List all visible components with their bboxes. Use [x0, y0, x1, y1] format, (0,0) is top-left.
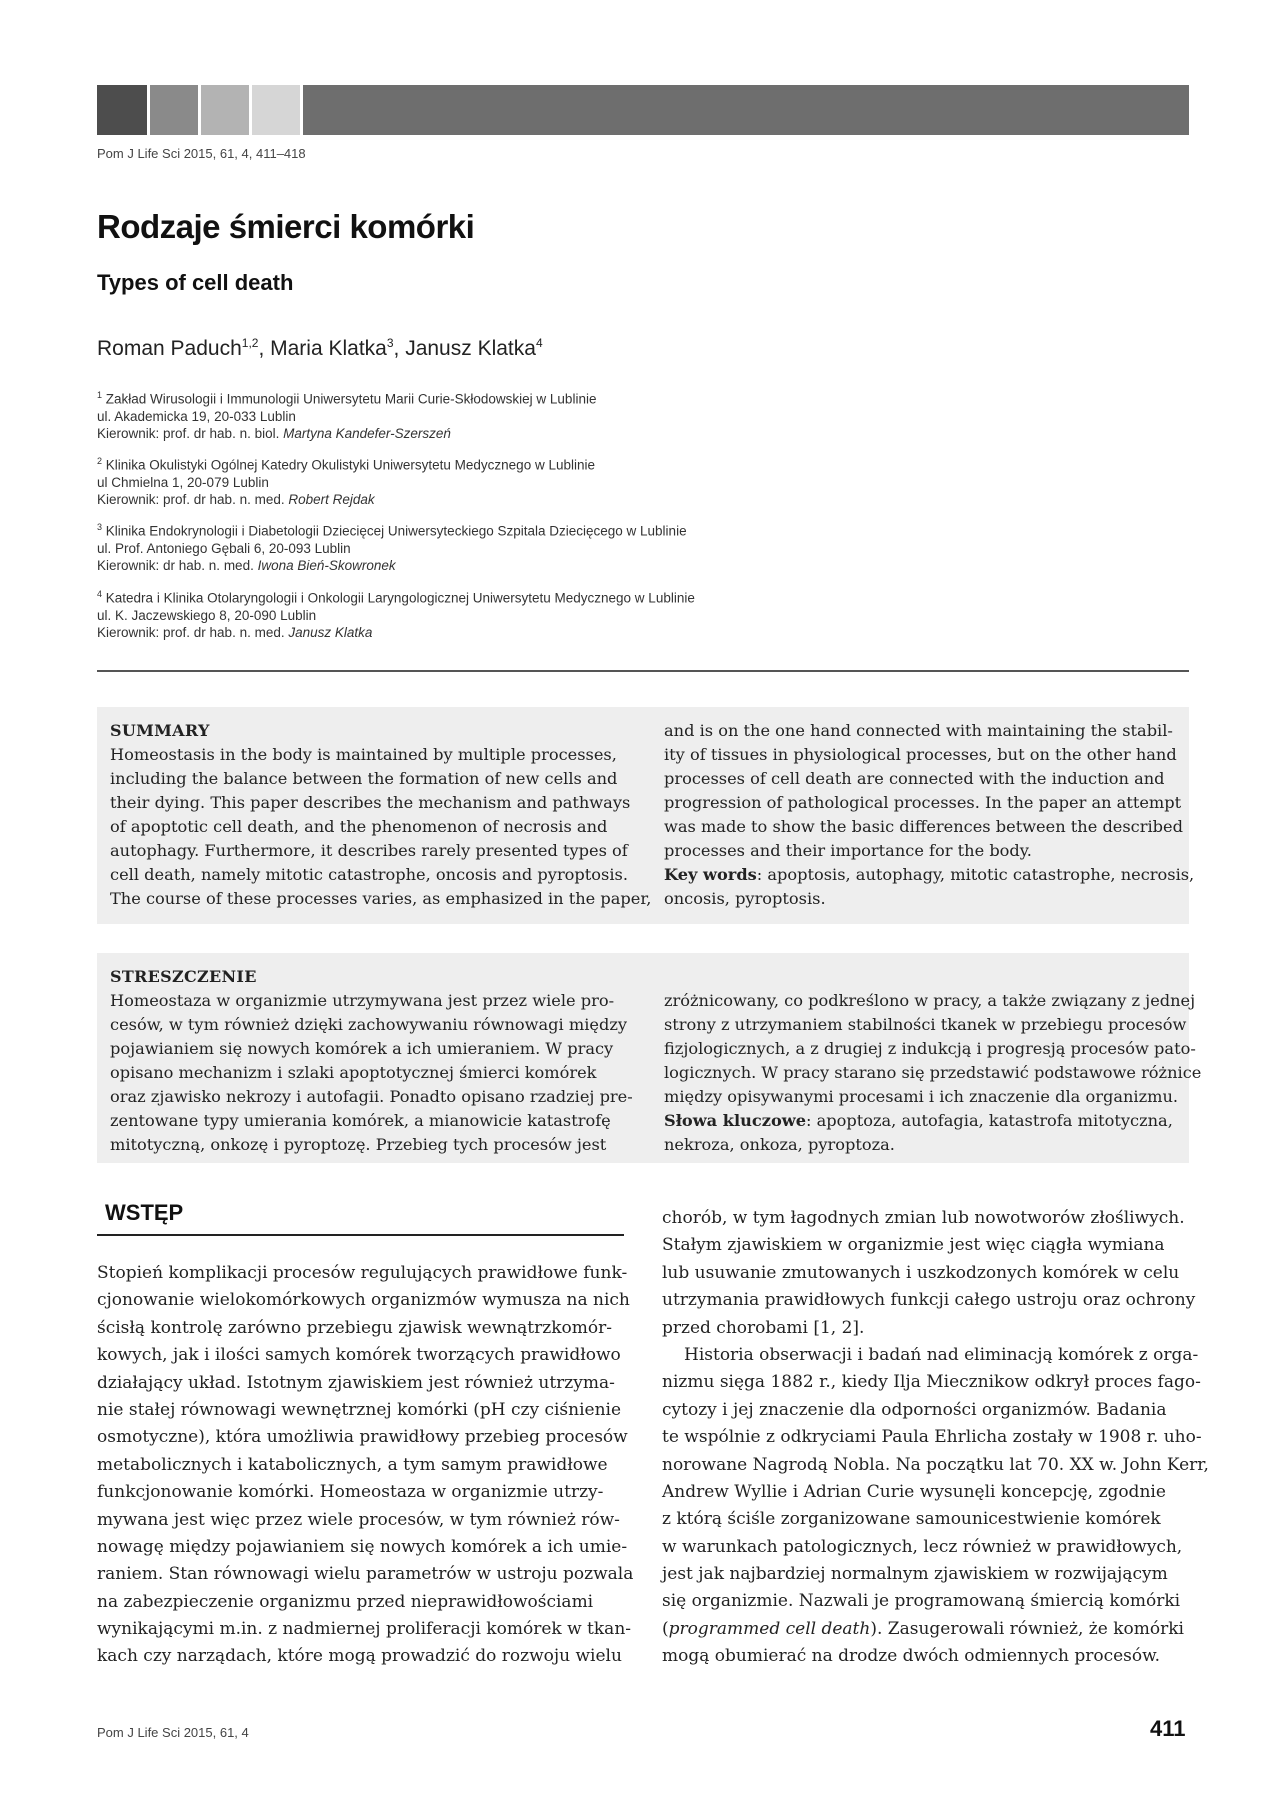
affiliation-address: ul. K. Jaczewskiego 8, 20-090 Lublin [97, 607, 317, 623]
streszczenie-line: opisano mechanizm i szlaki apoptotycznej śmierci komórek [110, 1063, 597, 1082]
streszczenie-line: strony z utrzymaniem stabilności tkanek w przebiegu procesów [664, 1015, 1187, 1034]
body-line: się organizmie. Nazwali je programowaną śmiercią komórki [662, 1591, 1181, 1612]
affiliation-mark: 1 [97, 390, 103, 400]
streszczenie-line: między opisywanymi procesami i ich znaczenie dla organizmu. [664, 1087, 1179, 1106]
affiliation-mark: 4 [97, 589, 103, 599]
section-heading [97, 1196, 624, 1236]
streszczenie-right-column [664, 989, 1202, 1157]
body-line: kach czy narządach, które mogą prowadzić do rozwoju wielu [97, 1646, 622, 1667]
streszczenie-line: oraz zjawisko nekrozy i autofagii. Ponadto opisano rzadziej pre- [110, 1087, 633, 1106]
body-line: lub usuwanie zmutowanych i uszkodzonych komórek w celu [662, 1262, 1180, 1283]
summary-line: cell death, namely mitotic catastrophe, oncosis and pyroptosis. [110, 865, 628, 884]
body-line: nizmu sięga 1882 r., kiedy Ilja Miecznikow odkrył proces fago- [662, 1372, 1201, 1393]
body-line: cjonowanie wielokomórkowych organizmów wymusza na nich [97, 1290, 630, 1311]
section-heading-text: WSTĘP [105, 1200, 184, 1225]
keywords-label: Słowa kluczowe [664, 1111, 806, 1130]
summary-left-column [110, 719, 652, 911]
affiliation-institution: Zakład Wirusologii i Immunologii Uniwersytetu Marii Curie-Skłodowskiej w Lublinie [105, 391, 597, 407]
article-subtitle: Types of cell death [97, 270, 294, 295]
header-band-block-1 [97, 85, 147, 135]
footer-journal-reference: Pom J Life Sci 2015, 61, 4 [97, 1725, 249, 1740]
summary-line: Homeostasis in the body is maintained by multiple processes, [110, 745, 617, 764]
streszczenie-line: pojawianiem się nowych komórek a ich umieraniem. W pracy [110, 1039, 614, 1058]
streszczenie-line: Homeostaza w organizmie utrzymywana jest przez wiele pro- [110, 991, 615, 1010]
affiliation-3 [97, 519, 687, 574]
body-line: mywana jest więc przez wiele procesów, w tym również rów- [97, 1509, 620, 1530]
summary-line: of apoptotic cell death, and the phenomenon of necrosis and [110, 817, 608, 836]
summary-line: processes and their importance for the body. [664, 841, 1032, 860]
summary-line: ity of tissues in physiological processes, but on the other hand [664, 745, 1177, 764]
keywords-list-continued: oncosis, pyroptosis. [664, 889, 826, 908]
summary-heading: SUMMARY [110, 721, 210, 740]
affiliation-institution: Katedra i Klinika Otolaryngologii i Onkologii Laryngologicznej Uniwersytetu Medycznego w Lublinie [105, 590, 695, 606]
affiliation-head-title: Kierownik: prof. dr hab. n. biol. [97, 425, 284, 441]
summary-box [97, 707, 1195, 924]
header-band-bar [303, 85, 1189, 135]
affiliation-4 [97, 586, 695, 641]
keywords-list: : apoptosis, autophagy, mitotic catastrophe, necrosis, [756, 865, 1195, 884]
summary-line: autophagy. Furthermore, it describes rarely presented types of [110, 841, 628, 860]
summary-line: including the balance between the formation of new cells and [110, 769, 618, 788]
body-line: w warunkach patologicznych, lecz również w prawidłowych, [662, 1536, 1183, 1557]
affiliation-institution: Klinika Endokrynologii i Diabetologii Dziecięcej Uniwersyteckiego Szpitala Dziecięcego w Lublinie [105, 523, 687, 539]
streszczenie-left-column [110, 965, 640, 1157]
body-line: utrzymania prawidłowych funkcji całego ustroju oraz ochrony [662, 1290, 1196, 1311]
affiliation-address: ul. Akademicka 19, 20-033 Lublin [97, 408, 296, 424]
body-left-column [97, 1260, 634, 1671]
streszczenie-box [97, 953, 1202, 1163]
affiliation-2 [97, 453, 595, 508]
header-band-block-3 [201, 85, 249, 135]
body-line [662, 1616, 1192, 1643]
summary-line: processes of cell death are connected with the induction and [664, 769, 1165, 788]
affiliation-head-name: Martyna Kandefer-Szerszeń [283, 425, 451, 441]
keywords-list-continued: nekroza, onkoza, pyroptoza. [664, 1135, 895, 1154]
affiliation-head-name: Robert Rejdak [288, 491, 375, 507]
affiliation-mark: 2 [97, 456, 103, 466]
body-line: z którą ściśle zorganizowane samounicestwienie komórek [662, 1509, 1161, 1530]
author-separator: , [393, 337, 406, 360]
keywords-label: Key words [664, 865, 757, 884]
body-line: ścisłą kontrolę zarówno przebiegu zjawisk wewnątrzkomór- [97, 1317, 612, 1338]
body-line: chorób, w tym łagodnych zmian lub nowotworów złośliwych. [662, 1208, 1185, 1228]
body-line: nie stałej równowagi wewnętrznej komórki (pH czy ciśnienie [97, 1399, 622, 1420]
affiliation-address: ul. Prof. Antoniego Gębali 6, 20-093 Lublin [97, 540, 351, 556]
body-line: działający układ. Istotnym zjawiskiem jest również utrzyma- [97, 1372, 615, 1393]
body-line: jest jak najbardziej normalnym zjawiskiem w rozwijającym [662, 1564, 1168, 1585]
affiliation-mark: 3 [97, 522, 103, 532]
summary-line: The course of these processes varies, as emphasized in the paper, [110, 889, 652, 908]
author-name: Roman Paduch [97, 337, 242, 360]
streszczenie-line: zentowane typy umierania komórek, a mianowicie katastrofę [110, 1111, 611, 1130]
body-line: osmotyczne), która umożliwia prawidłowy przebieg procesów [97, 1427, 628, 1448]
summary-line: progression of pathological processes. In the paper an attempt [664, 793, 1182, 812]
header-divider [97, 670, 1189, 672]
affiliation-head-title: Kierownik: prof. dr hab. n. med. [97, 624, 289, 640]
streszczenie-line: mitotyczną, onkozę i pyroptozę. Przebieg tych procesów jest [110, 1135, 607, 1154]
body-line: metabolicznych i katabolicznych, a tym samym prawidłowe [97, 1454, 608, 1475]
streszczenie-line: cesów, w tym również dzięki zachowywaniu równowagi między [110, 1015, 627, 1034]
affiliation-head-name: Janusz Klatka [288, 624, 373, 640]
streszczenie-line: zróżnicowany, co podkreślono w pracy, a także związany z jednej [664, 991, 1196, 1010]
body-line: norowane Nagrodą Nobla. Na początku lat 70. XX w. John Kerr, [662, 1454, 1209, 1475]
author-name: Maria Klatka [270, 337, 387, 360]
article-title: Rodzaje śmierci komórki [97, 208, 475, 245]
body-line: na zabezpieczenie organizmu przed nieprawidłowościami [97, 1591, 594, 1612]
header-band-block-4 [252, 85, 300, 135]
italic-term: programmed cell death [668, 1618, 871, 1639]
paren-open: ( [662, 1618, 669, 1639]
affiliation-head-name: Iwona Bień-Skowronek [257, 557, 396, 573]
author-affiliation-mark: 4 [535, 336, 543, 350]
author-list [97, 336, 543, 361]
affiliation-address: ul Chmielna 1, 20-079 Lublin [97, 474, 269, 490]
streszczenie-heading: STRESZCZENIE [110, 967, 257, 986]
body-line: kowych, jak i ilości samych komórek tworzących prawidłowo [97, 1345, 621, 1366]
author-name: Janusz Klatka [405, 337, 536, 360]
streszczenie-line: fizjologicznych, a z drugiej z indukcją i progresją procesów pato- [664, 1039, 1196, 1058]
summary-line: was made to show the basic differences between the described [664, 817, 1183, 836]
body-line: nowagę między pojawianiem się nowych komórek a ich umie- [97, 1536, 628, 1557]
body-line: wynikającymi m.in. z nadmiernej proliferacji komórek w tkan- [97, 1619, 632, 1640]
summary-line: and is on the one hand connected with maintaining the stabil- [664, 721, 1173, 740]
summary-line: their dying. This paper describes the mechanism and pathways [110, 793, 631, 812]
author-affiliation-mark: 3 [386, 336, 394, 350]
body-line: cytozy i jej znaczenie dla odporności organizmów. Badania [662, 1399, 1167, 1420]
body-line: mogą obumierać na drodze dwóch odmiennych procesów. [662, 1646, 1161, 1667]
author-separator: , [258, 337, 271, 360]
body-line: funkcjonowanie komórki. Homeostaza w organizmie utrzy- [97, 1482, 604, 1503]
page-number: 411 [1150, 1716, 1186, 1741]
journal-reference: Pom J Life Sci 2015, 61, 4, 411–418 [97, 146, 306, 161]
body-line: przed chorobami [1, 2]. [662, 1317, 865, 1338]
body-right-column [662, 1205, 1209, 1671]
author-affiliation-mark: 1,2 [241, 336, 259, 350]
body-line: Stopień komplikacji procesów regulujących prawidłowe funk- [97, 1263, 628, 1283]
body-line: te wspólnie z odkryciami Paula Ehrlicha zostały w 1908 r. uho- [662, 1427, 1202, 1448]
streszczenie-line: logicznych. W pracy starano się przedstawić podstawowe różnice [664, 1063, 1202, 1082]
affiliation-1 [97, 387, 596, 442]
summary-right-column [664, 719, 1195, 911]
affiliation-head-title: Kierownik: dr hab. n. med. [97, 557, 258, 573]
body-line: raniem. Stan równowagi wielu parametrów w ustroju pozwala [97, 1564, 634, 1585]
header-band-block-2 [150, 85, 198, 135]
body-line: Stałym zjawiskiem w organizmie jest więc ciągła wymiana [662, 1235, 1165, 1256]
body-line: Andrew Wyllie i Adrian Curie wysunęli koncepcję, zgodnie [662, 1481, 1166, 1502]
keywords-list: : apoptoza, autofagia, katastrofa mitotyczna, [806, 1111, 1173, 1130]
body-line: Historia obserwacji i badań nad eliminacją komórek z orga- [684, 1344, 1199, 1365]
body-line-rest: ). Zasugerowali również, że komórki [870, 1618, 1184, 1639]
affiliation-head-title: Kierownik: prof. dr hab. n. med. [97, 491, 289, 507]
affiliation-institution: Klinika Okulistyki Ogólnej Katedry Okulistyki Uniwersytetu Medycznego w Lublinie [105, 457, 595, 473]
